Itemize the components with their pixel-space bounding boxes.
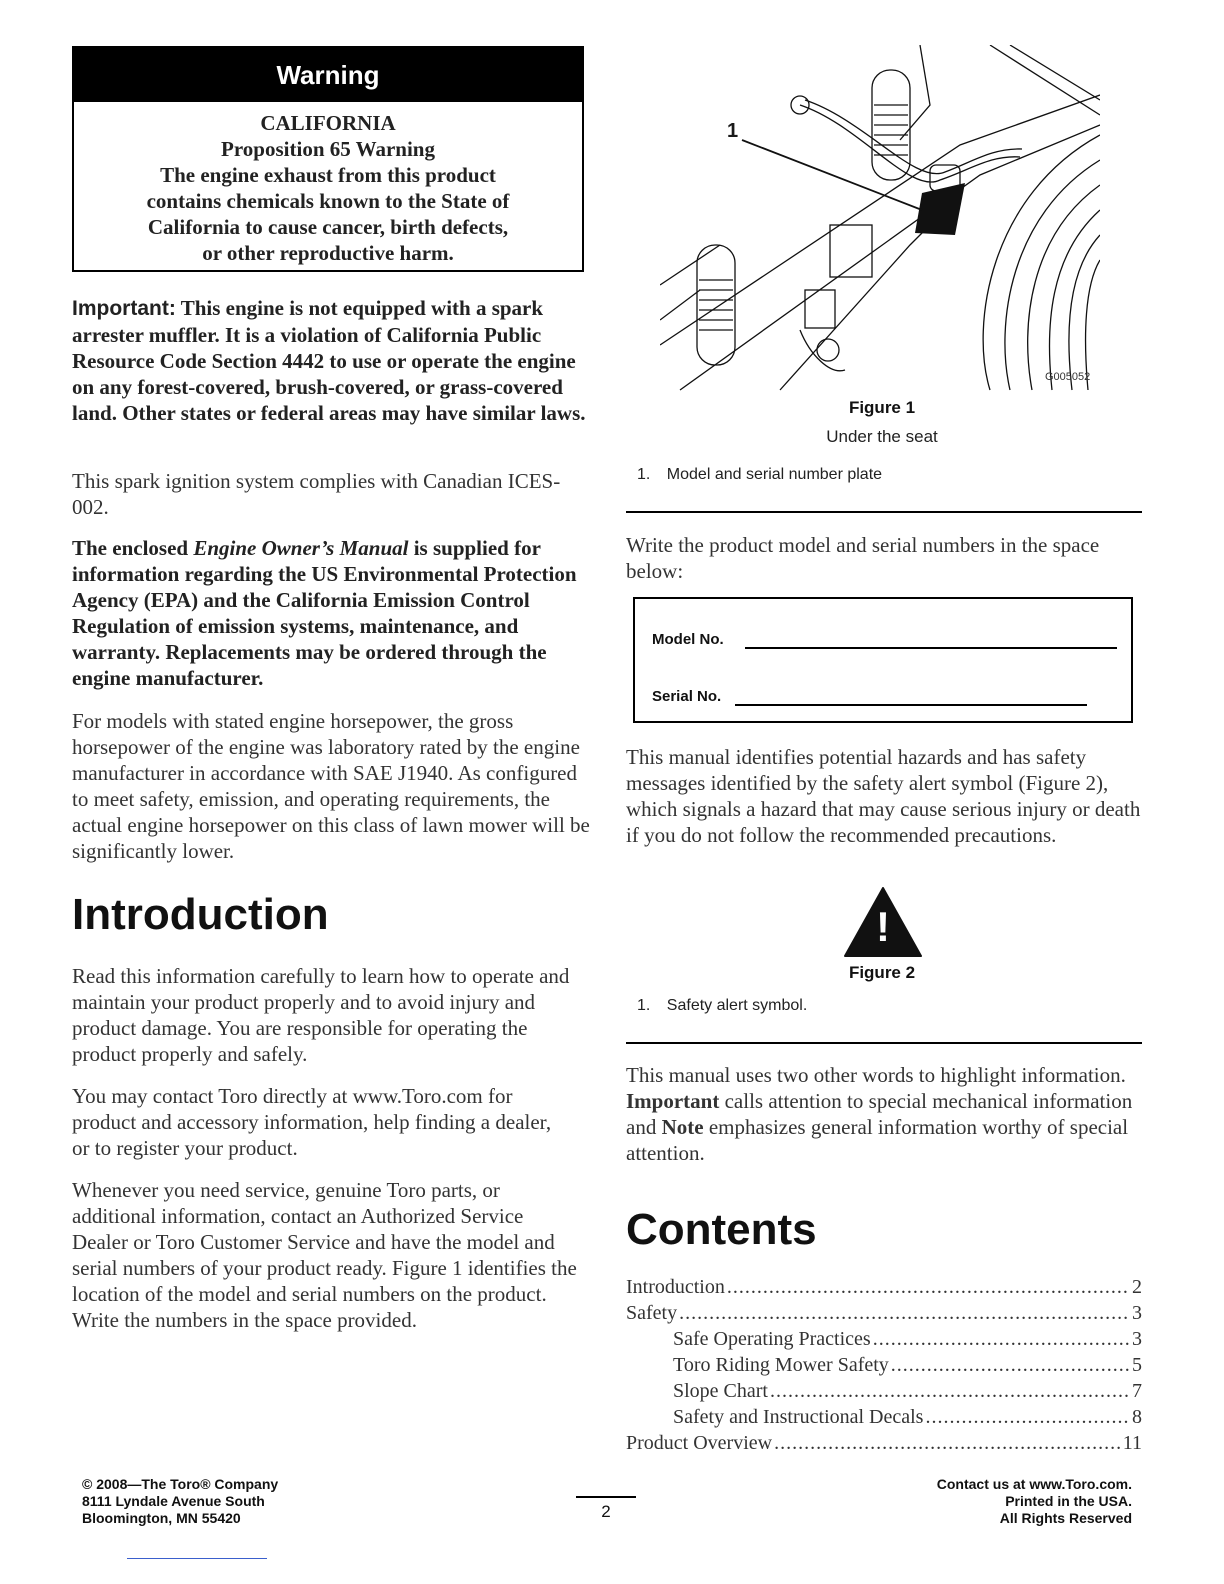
divider — [626, 1042, 1142, 1044]
epa-text: is supplied for information regarding the US Environmental Protection Agency (EPA) and the California Emission Control Regulation of emission systems, maintenance, and warranty. Replacements may be ordered through the engine manufacturer. — [72, 536, 577, 690]
engine-manual-title: Engine Owner’s Manual — [193, 536, 409, 560]
footer-line: Bloomington, MN 55420 — [82, 1510, 241, 1526]
highlight-text: emphasizes general information worthy of special attention. — [626, 1115, 1129, 1165]
figure-1-caption: Figure 1 — [848, 398, 916, 417]
note-word: Note — [661, 1115, 704, 1139]
write-numbers-paragraph: Write the product model and serial numbers in the space below: — [626, 533, 1100, 583]
page-number: 2 — [601, 1502, 611, 1521]
epa-text: The enclosed — [72, 536, 194, 560]
warning-body — [74, 110, 582, 266]
under-seat-drawing — [660, 45, 1100, 395]
important-word: Important — [626, 1089, 720, 1113]
warning-box — [72, 46, 584, 272]
figure-1-legend — [637, 466, 882, 484]
hazards-paragraph: This manual identifies potential hazards and has safety messages identified by the safety alert symbol (Figure 2), which signals a hazard that may cause serious injury or death if you do not follow the recommended precautions. — [626, 745, 1141, 847]
highlight-paragraph — [626, 1062, 1142, 1166]
model-no-label: Model No. — [652, 631, 724, 648]
figure-2-legend — [637, 997, 807, 1015]
ices-paragraph: This spark ignition system complies with Canadian ICES-002. — [72, 469, 561, 519]
footer-line: © 2008—The Toro® Company — [82, 1476, 279, 1492]
toc-leader — [679, 1300, 1130, 1326]
safety-alert-symbol: ! — [876, 903, 890, 950]
intro-paragraph-1: Read this information carefully to learn how to operate and maintain your product properly and to avoid injury and product damage. You are responsible for operating the product properly and safely. — [72, 964, 570, 1066]
footer-line: All Rights Reserved — [999, 1510, 1132, 1526]
toc-leader — [770, 1378, 1130, 1404]
toc-leader — [925, 1404, 1130, 1430]
toc-entry[interactable] — [673, 1326, 1142, 1352]
toc-label: Safety and Instructional Decals — [673, 1406, 924, 1428]
serial-plate — [915, 183, 965, 235]
safety-alert-icon — [843, 886, 923, 958]
figure-2-caption: Figure 2 — [848, 963, 916, 982]
toc-page: 3 — [1132, 1328, 1142, 1350]
toc-page: 11 — [1122, 1432, 1142, 1454]
toc-entry[interactable] — [673, 1378, 1142, 1404]
warning-line: California to cause cancer, birth defects, — [147, 215, 509, 239]
warning-line: The engine exhaust from this product — [160, 163, 496, 187]
toc-leader — [891, 1352, 1130, 1378]
figure-1-code: G005052 — [1045, 371, 1091, 383]
intro-paragraph-3: Whenever you need service, genuine Toro parts, or additional information, contact an Authorized Service Dealer or Toro Customer Service and have the model and serial numbers of your product ready. Figure 1 identifies the location of the model and serial numbers on the product. Write the numbers in the space provided. — [72, 1178, 577, 1332]
warning-line: contains chemicals known to the State of — [146, 189, 510, 213]
toc-label: Safe Operating Practices — [673, 1328, 871, 1350]
important-label: Important: — [72, 297, 176, 320]
legend-number: 1. — [637, 997, 651, 1014]
toc-entry[interactable] — [626, 1430, 1142, 1456]
toc-page: 8 — [1132, 1406, 1142, 1428]
toc-leader — [774, 1430, 1121, 1456]
figure-1-callout: 1 — [727, 120, 739, 142]
toc-label: Toro Riding Mower Safety — [673, 1354, 889, 1376]
highlight-text: calls attention to special mechanical information and — [626, 1089, 1133, 1139]
toc-page: 5 — [1132, 1354, 1142, 1376]
footer-line: Printed in the USA. — [1005, 1493, 1132, 1509]
toc-leader — [727, 1274, 1130, 1300]
important-text: This engine is not equipped with a spark arrester muffler. It is a violation of California Public Resource Code Section 4442 to use or operate the engine on any forest-covered, brush-covered, or grass-covered land. Other states or federal areas may have similar laws. — [72, 296, 586, 425]
footer-line[interactable]: Contact us at www.Toro.com. — [936, 1476, 1132, 1492]
warning-header: Warning — [74, 48, 582, 102]
intro-paragraph-2: You may contact Toro directly at www.Toro.com for product and accessory information, help finding a dealer, or to register your product. — [72, 1084, 552, 1160]
toc-label: Introduction — [626, 1276, 725, 1298]
divider — [626, 511, 1142, 513]
warning-line: or other reproductive harm. — [202, 241, 454, 265]
toc-entry[interactable] — [626, 1274, 1142, 1300]
page-number-rule — [576, 1496, 636, 1498]
serial-no-label: Serial No. — [652, 688, 722, 705]
introduction-heading: Introduction — [72, 890, 329, 939]
toc-page: 7 — [1132, 1380, 1142, 1402]
model-serial-box — [633, 597, 1133, 723]
toc-page: 2 — [1132, 1276, 1142, 1298]
link-underline — [127, 1558, 267, 1559]
serial-no-line[interactable] — [735, 704, 1087, 706]
horsepower-paragraph: For models with stated engine horsepower, the gross horsepower of the engine was laboratory rated by the engine manufacturer in accordance with SAE J1940. As configured to meet safety, emission, and operating requirements, the actual engine horsepower on this class of lawn mower will be significantly lower. — [72, 709, 590, 863]
figure-1-illustration — [660, 45, 1100, 395]
legend-number: 1. — [637, 466, 651, 483]
toc-leader — [873, 1326, 1130, 1352]
toc-label: Safety — [626, 1302, 678, 1324]
footer-line: 8111 Lyndale Avenue South — [82, 1493, 265, 1509]
toc-entry[interactable] — [673, 1404, 1142, 1430]
legend-text: Safety alert symbol. — [666, 997, 808, 1014]
warning-line: CALIFORNIA — [260, 111, 396, 135]
warning-line: Proposition 65 Warning — [221, 137, 435, 161]
toc-label: Slope Chart — [673, 1380, 768, 1402]
important-paragraph — [72, 295, 592, 426]
toc-page: 3 — [1132, 1302, 1142, 1324]
toc-entry[interactable] — [626, 1300, 1142, 1326]
model-no-line[interactable] — [745, 647, 1117, 649]
legend-text: Model and serial number plate — [666, 466, 883, 483]
footer-company-info — [82, 1476, 278, 1527]
footer-contact-info — [937, 1476, 1132, 1527]
toc-entry[interactable] — [673, 1352, 1142, 1378]
epa-paragraph — [72, 535, 584, 691]
contents-heading: Contents — [626, 1205, 817, 1254]
toc-label: Product Overview — [626, 1432, 773, 1454]
figure-1-subcaption: Under the seat — [826, 427, 938, 446]
highlight-text: This manual uses two other words to highlight information. — [626, 1063, 1126, 1087]
